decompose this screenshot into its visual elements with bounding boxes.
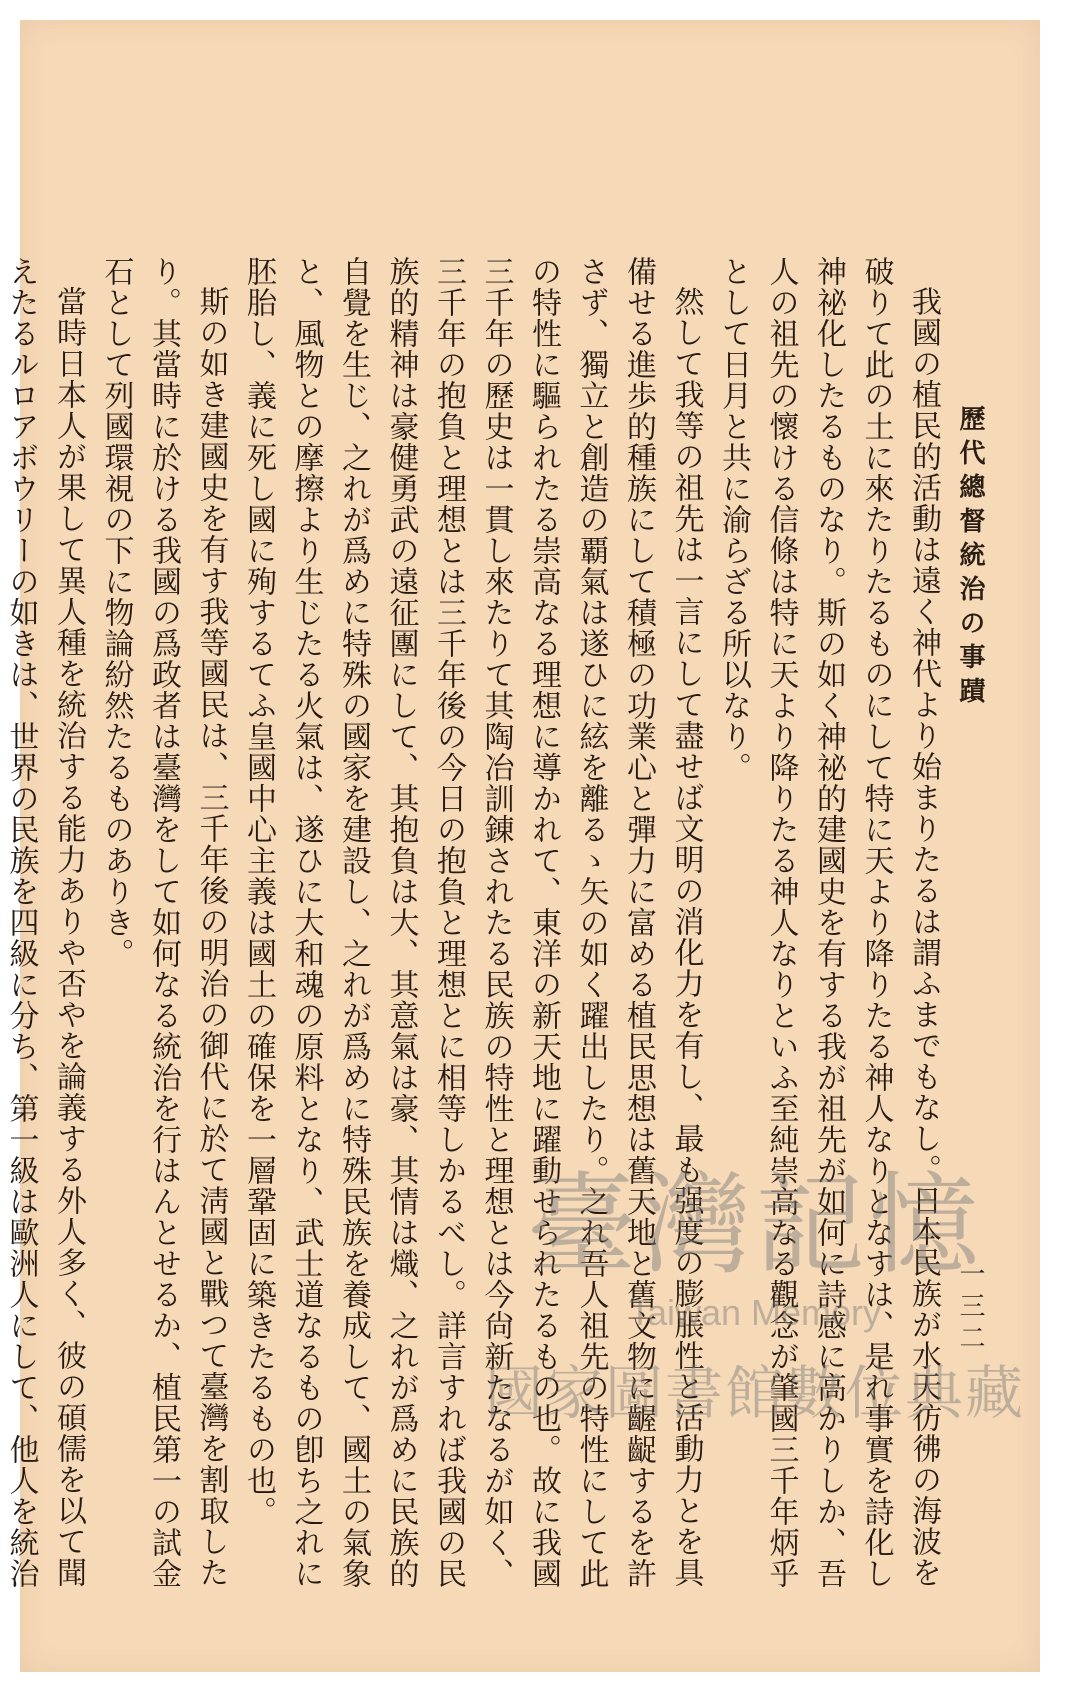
paragraph: 我國の植民的活動は遠く神代より始まりたるは謂ふまでもなし。日本民族が水天彷彿の海波を破りて此の土に來たりたるものにして特に天より降りたる神人なりとなすは、是れ事實を詩化し神祕化したるものなり。斯の如く神祕的建國史を有する我が祖先が如何に詩感に高かりしか、吾人の祖先の懷ける信條は特に天より降りたる神人なりといふ至純崇高なる觀念が肇國三千年炳乎として日月と共に渝らざる所以なり。 [716, 256, 941, 1589]
book-page [3, 20, 1040, 1672]
paragraph: 斯の如き建國史を有す我等國民は、三千年後の明治の御代に於て淸國と戰つて臺灣を割取したり。其當時に於ける我國の爲政者は臺灣をして如何なる統治を行はんとせるか、植民第一の試金石として列國環視の下に物論紛然たるものありき。 [98, 256, 229, 1589]
watermark-chinese: 臺灣記憶 [527, 1161, 983, 1289]
taiwan-memory-watermark [475, 1160, 1035, 1520]
running-head: 歷代總督統治の事蹟 [955, 405, 985, 711]
watermark-institution: 國家圖書館數位典藏 [484, 1361, 1025, 1426]
page-number: 一三二 [955, 1260, 985, 1356]
watermark-english: Taiwan Memory [628, 1292, 882, 1333]
paragraph: 當時日本人が果して異人種を統治する能力ありや否やを論義する外人多く、彼の碩儒を以て聞えたるルロアボウリーの如きは、世界の民族を四級に分ち、第一級は歐洲人にして、他人を統治 [3, 256, 86, 1589]
paragraph: 然して我等の祖先は一言にして盡せば文明の消化力を有し、最も强度の膨脹性と活動力とを具備せる進歩的種族にして積極の功業心と彈力に富める植民思想は舊天地と舊文物に齷齪するを許さず、獨立と創造の覇氣は遂ひに絃を離るゝ矢の如く躍出したり。之れ吾人祖先の特性にして此の特性に驅られたる崇高なる理想に導かれて、東洋の新天地に躍動せられたるもの也。故に我國三千年の歷史は一貫し來たりて其陶冶訓錬されたる民族の特性と理想とは今尙新たなるが如く、三千年の抱負と理想とは三千年後の今日の抱負と理想とに相等しかるべし。詳言すれば我國の民族的精神は豪健勇武の遠征團にして、其抱負は大、其意氣は豪、其情は熾、之れが爲めに民族的自覺を生じ、之れが爲めに特殊の國家を建設し、之れが爲めに特殊民族を養成して、國土の氣象と、風物との摩擦より生じたる火氣は、遂ひに大和魂の原料となり、武士道なるもの卽ち之れに胚胎し、義に死し國に殉するてふ皇國中心主義は國土の確保を一層鞏固に築きたるもの也。 [241, 256, 704, 1589]
